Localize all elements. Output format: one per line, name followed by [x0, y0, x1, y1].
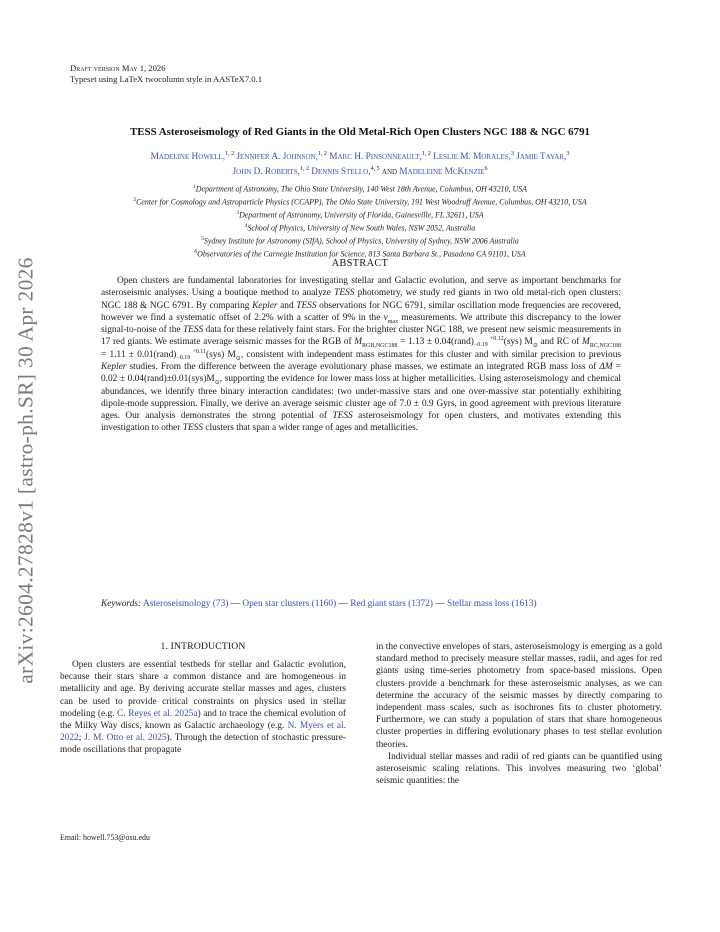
- author-list: [60, 148, 660, 178]
- affiliation: $^3$Department of Astronomy, University of Florida, Gainesville, FL 32611, USA: [236, 210, 484, 220]
- affiliation: $^4$School of Physics, University of New South Wales, NSW 2052, Australia: [244, 223, 476, 233]
- authors-and: and: [381, 167, 398, 178]
- author[interactable]: Dennis Stello,$^{4, 5}$: [311, 166, 380, 178]
- affiliation: $^6$Observatories of the Carnegie Institution for Science, 813 Santa Barbara St., Pasadena CA 91101, USA: [194, 249, 526, 259]
- author[interactable]: Leslie M. Morales,$^3$: [433, 151, 514, 163]
- corresponding-email: Email: howell.753@osu.edu: [60, 833, 150, 842]
- intro-left-column: Open clusters are essential testbeds for stellar and Galactic evolution, because their stars share a common distance and are homogeneous in metallicity and age. By deriving accurate stellar masses and ages, clusters can be used to provide critical constraints on physics used in stellar modeling (e.g. C. Reyes et al. 2025a) and to trace the chemical evolution of the Milky Way discs, known as Galactic archaeology (e.g. N. Myers et al. 2022; J. M. Otto et al. 2025). Through the detection of stochastic pressure-mode oscillations that propagate: [60, 660, 347, 756]
- header-meta: [70, 63, 262, 84]
- author[interactable]: John D. Roberts,$^{1, 2}$: [232, 166, 309, 178]
- intro-paragraph: Individual stellar masses and radii of red giants can be quantified using asteroseismic scaling relations. This involves measuring two ‘global’ seismic quantities: the: [376, 751, 662, 787]
- abstract-heading: ABSTRACT: [331, 258, 389, 269]
- section-heading-introduction: 1. INTRODUCTION: [160, 641, 246, 652]
- keyword-link[interactable]: Open star clusters (1160): [242, 599, 337, 609]
- author[interactable]: Marc H. Pinsonneault,$^{1, 2}$: [329, 151, 431, 163]
- affiliation: $^5$Sydney Institute for Astronomy (SIfA), School of Physics, University of Sydney, NSW 2006 Australia: [201, 236, 519, 246]
- arxiv-identifier-stamp: [4, 240, 48, 700]
- author[interactable]: Jennifer A. Johnson,$^{1, 2}$: [236, 151, 327, 163]
- affiliation: $^2$Center for Cosmology and Astroparticle Physics (CCAPP), The Ohio State University, 191 West Woodruff Avenue, Columbus, OH 43210, USA: [133, 197, 587, 207]
- keyword-link[interactable]: Asteroseismology (73): [142, 599, 229, 609]
- keywords: Keywords: Asteroseismology (73) — Open star clusters (1160) — Red giant stars (1372) — Stellar mass loss (1613): [101, 599, 537, 609]
- author[interactable]: Madeline Howell,$^{1, 2}$: [150, 151, 235, 163]
- arxiv-identifier-text: arXiv:2604.27828v1 [astro-ph.SR] 30 Apr 2026: [13, 256, 38, 684]
- intro-right-column: [376, 641, 662, 787]
- citation-link[interactable]: C. Reyes et al. 2025a: [117, 708, 198, 719]
- paper-title: TESS Asteroseismology of Red Giants in the Old Metal-Rich Open Clusters NGC 188 & NGC 6791: [130, 126, 590, 138]
- keyword-link[interactable]: Stellar mass loss (1613): [447, 599, 537, 609]
- affiliation: $^1$Department of Astronomy, The Ohio State University, 140 West 18th Avenue, Columbus, OH 43210, USA: [193, 184, 527, 194]
- draft-version-line: Draft version May 1, 2026: [70, 63, 166, 73]
- citation-link[interactable]: N. Myers et al. 2022: [60, 721, 346, 744]
- keywords-label: Keywords:: [101, 599, 142, 609]
- affiliation-list: [60, 182, 660, 260]
- abstract-body: Open clusters are fundamental laboratories for investigating stellar and Galactic evolution, and serve as important benchmarks for asteroseismic analyses. Using a boutique method to analyze TESS photometry, we study red giants in two old metal-rich open clusters: NGC 188 & NGC 6791. By comparing Kepler and TESS observations for NGC 6791, similar oscillation mode frequencies are recovered, however we find a systematic offset of 2.2% with a scatter of 9% in the $\nu_{max}$ measurements. We attribute this discrepancy to the lower signal-to-noise of the TESS data for these relatively faint stars. For the brighter cluster NGC 188, we present new seismic measurements in 17 red giants. We estimate average seismic masses for the RGB of $M_{RGB,NGC188} = 1.13$ ± 0.04(rand) +0.12 −0.19 (sys) $M_⊙$ and RC of $M_{RC,NGC188} = 1.11$ ± 0.01(rand) +0.11 −0.19 (sys) $M_⊙$, consistent with independent mass estimates for this cluster and with similar precision to previous Kepler studies. From the difference between the average evolutionary phase masses, we estimate an integrated RGB mass loss of $\Delta M = 0.02 \pm 0.04(rand)\pm 0.01(sys)M_⊙$, supporting the evidence for lower mass loss at higher metallicities. Using asteroseismology and chemical abundances, we identify three binary interaction candidates: two under-massive stars and one over-massive star potentially exhibiting dipole-mode suppression. Finally, we derive an average seismic cluster age of 7.0 ± 0.9 Gyrs, in good agreement with previous literature ages. Our analysis demonstrates the strong potential of TESS asteroseismology for open clusters, and motivates extending this investigation to other TESS clusters that span a wider range of ages and metallicities.: [101, 276, 622, 434]
- intro-paragraph: in the convective envelopes of stars, asteroseismology is emerging as a gold standard method to precisely measure stellar masses, radii, and ages for red giants using time-series photometry from space-based missions. Open clusters provide a benchmark for these asteroseismic analyses, as we can determine the accuracy of the seismic masses by directly comparing to independent mass scales, such as isochrones fits to cluster photometry. Furthermore, we can study a population of stars that share homogeneous cluster properties in differing evolutionary phases to test stellar evolution theories.: [376, 642, 662, 750]
- citation-link[interactable]: J. M. Otto et al. 2025: [84, 733, 167, 744]
- author[interactable]: Jamie Tayar,$^3$: [516, 151, 570, 163]
- keyword-link[interactable]: Red giant stars (1372): [350, 599, 434, 609]
- author[interactable]: Madeleine McKenzie$^6$: [399, 166, 488, 178]
- typeset-line: Typeset using LaTeX twocolumn style in AASTeX7.0.1: [70, 73, 263, 84]
